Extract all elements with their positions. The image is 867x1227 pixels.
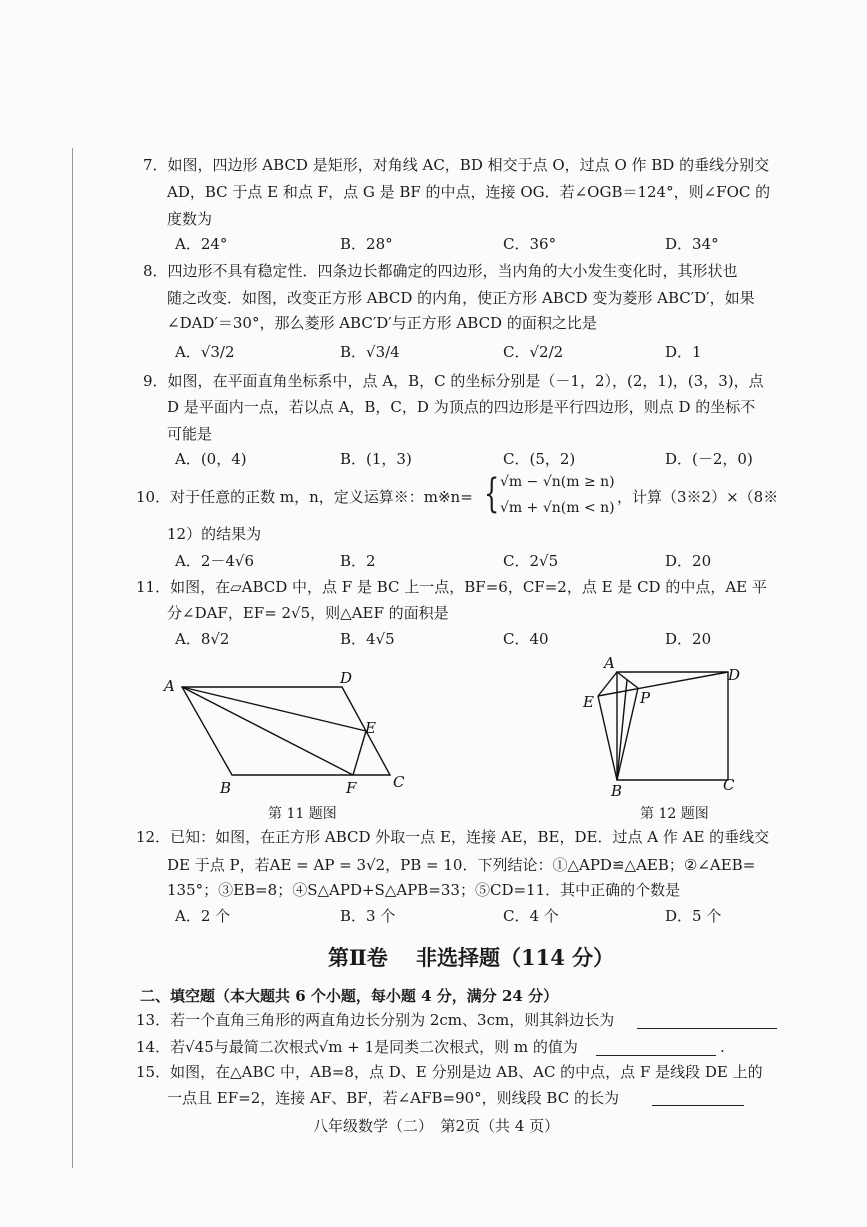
fig11-label-c: C	[393, 773, 405, 791]
binding-margin-line	[72, 148, 73, 1168]
q13-text: 13．若一个直角三角形的两直角边长分别为 2cm、3cm，则其斜边长为	[136, 1011, 615, 1029]
q12-option-c: C．4 个	[503, 907, 559, 925]
q11-option-d: D．20	[665, 630, 712, 648]
q7-line-2: AD，BC 于点 E 和点 F，点 G 是 BF 的中点，连接 OG．若∠OGB＝124°，则∠FOC 的	[167, 183, 771, 201]
parallelogram-abcd	[182, 687, 390, 775]
segment-ap	[617, 672, 638, 688]
q8-option-c: C．√2/2	[503, 343, 564, 361]
q10-option-b: B．2	[340, 552, 376, 570]
q8-option-d: D．1	[665, 343, 702, 361]
q7-option-d: D．34°	[665, 235, 719, 253]
q11-option-c: C．40	[503, 630, 549, 648]
q9-line-2: D 是平面内一点，若以点 A，B，C，D 为顶点的四边形是平行四边形，则点 D 的坐标不	[167, 398, 756, 416]
fig11-label-d: D	[340, 669, 353, 687]
fig11-label-f: F	[346, 779, 357, 797]
q7-line-3: 度数为	[167, 210, 213, 228]
q8-line-2: 随之改变．如图，改变正方形 ABCD 的内角，使正方形 ABCD 变为菱形 ABC′D′，如果	[167, 289, 755, 307]
fig12-label-e: E	[583, 693, 594, 711]
q10-line-2: 12）的结果为	[167, 525, 262, 543]
fig12-label-p: P	[640, 689, 651, 707]
segment-eb	[598, 696, 617, 780]
q9-option-b: B．(1，3)	[340, 450, 412, 468]
q10-line-1: 10．对于任意的正数 m，n，定义运算※：m※n=	[136, 488, 473, 506]
segment-ef	[353, 731, 366, 775]
q14-answer-blank[interactable]	[596, 1054, 716, 1056]
q13-answer-blank[interactable]	[637, 1027, 777, 1029]
figure-11-caption: 第 11 题图	[268, 806, 337, 822]
segment-pb	[617, 688, 638, 780]
fig12-label-a: A	[604, 654, 615, 672]
q9-line-3: 可能是	[167, 425, 213, 443]
q12-option-d: D．5 个	[665, 907, 722, 925]
q8-line-3: ∠DAD′＝30°，那么菱形 ABC′D′与正方形 ABCD 的面积之比是	[167, 314, 597, 332]
page-footer: 八年级数学（二） 第2页（共 4 页）	[313, 1117, 560, 1135]
q10-option-c: C．2√5	[503, 552, 559, 570]
q12-option-a: A．2 个	[175, 907, 231, 925]
q9-option-c: C．(5，2)	[503, 450, 576, 468]
q9-line-1: 9．如图，在平面直角坐标系中，点 A，B，C 的坐标分别是（－1，2），(2，1)，(3，3)，点	[143, 372, 764, 390]
fig11-label-e: E	[365, 719, 376, 737]
q11-option-a: A．8√2	[175, 630, 230, 648]
q14-text: 14．若√45与最简二次根式√m + 1是同类二次根式，则 m 的值为	[136, 1038, 578, 1056]
q10-option-a: A．2－4√6	[175, 552, 255, 570]
q11-option-b: B．4√5	[340, 630, 395, 648]
q10-brace: {	[484, 471, 500, 517]
figure-12-square	[570, 650, 760, 800]
q7-option-b: B．28°	[340, 235, 393, 253]
q15-line-1: 15．如图，在△ABC 中，AB=8，点 D、E 分别是边 AB、AC 的中点，点 F 是线段 DE 上的	[136, 1063, 763, 1081]
q14-period: .	[720, 1038, 725, 1056]
q8-line-1: 8．四边形不具有稳定性．四条边长都确定的四边形，当内角的大小发生变化时，其形状也	[143, 262, 738, 280]
q9-option-d: D．(－2，0)	[665, 450, 753, 468]
fig12-label-b: B	[611, 782, 623, 800]
q12-line-2: DE 于点 P，若AE = AP = 3√2，PB = 10．下列结论：①△APD≌△AEB；②∠AEB=	[167, 856, 756, 874]
part-2-heading: 第Ⅱ卷 非选择题（114 分）	[328, 945, 615, 970]
q7-option-c: C．36°	[503, 235, 557, 253]
square-abcd	[617, 672, 728, 780]
q7-option-a: A．24°	[175, 235, 228, 253]
fig11-label-b: B	[220, 779, 232, 797]
q15-line-2: 一点且 EF=2，连接 AF、BF，若∠AFB=90°，则线段 BC 的长为	[167, 1089, 619, 1107]
fig12-label-d: D	[728, 666, 741, 684]
q15-answer-blank[interactable]	[652, 1104, 744, 1106]
fig11-label-a: A	[164, 677, 175, 695]
q10-case-1: √m − √n(m ≥ n)	[500, 474, 615, 490]
fill-in-section-title: 二、填空题（本大题共 6 个小题，每小题 4 分，满分 24 分）	[140, 987, 559, 1005]
q12-line-3: 135°；③EB=8；④S△APD+S△APB=33；⑤CD=11．其中正确的个数是	[167, 881, 681, 899]
q8-option-a: A．√3/2	[175, 343, 235, 361]
figure-11-parallelogram	[150, 660, 430, 810]
q8-option-b: B．√3/4	[340, 343, 400, 361]
fig12-label-c: C	[723, 776, 735, 794]
figure-12-caption: 第 12 题图	[640, 806, 709, 822]
q11-line-2: 分∠DAF，EF= 2√5，则△AEF 的面积是	[167, 604, 449, 622]
segment-ab-diag	[617, 680, 627, 780]
q12-option-b: B．3 个	[340, 907, 396, 925]
q7-line-1: 7．如图，四边形 ABCD 是矩形，对角线 AC，BD 相交于点 O，过点 O 作 BD 的垂线分别交	[143, 156, 770, 174]
segment-ae	[182, 687, 366, 731]
q11-line-1: 11．如图，在▱ABCD 中，点 F 是 BC 上一点，BF=6，CF=2，点 E 是 CD 的中点，AE 平	[136, 578, 767, 596]
q10-case-2: √m + √n(m < n)	[500, 500, 615, 516]
q12-line-1: 12．已知：如图，在正方形 ABCD 外取一点 E，连接 AE，BE，DE．过点 A 作 AE 的垂线交	[136, 828, 770, 846]
q10-line-1-tail: ，计算（3※2）×（8※	[617, 488, 779, 506]
q9-option-a: A．(0，4)	[175, 450, 247, 468]
q10-option-d: D．20	[665, 552, 712, 570]
